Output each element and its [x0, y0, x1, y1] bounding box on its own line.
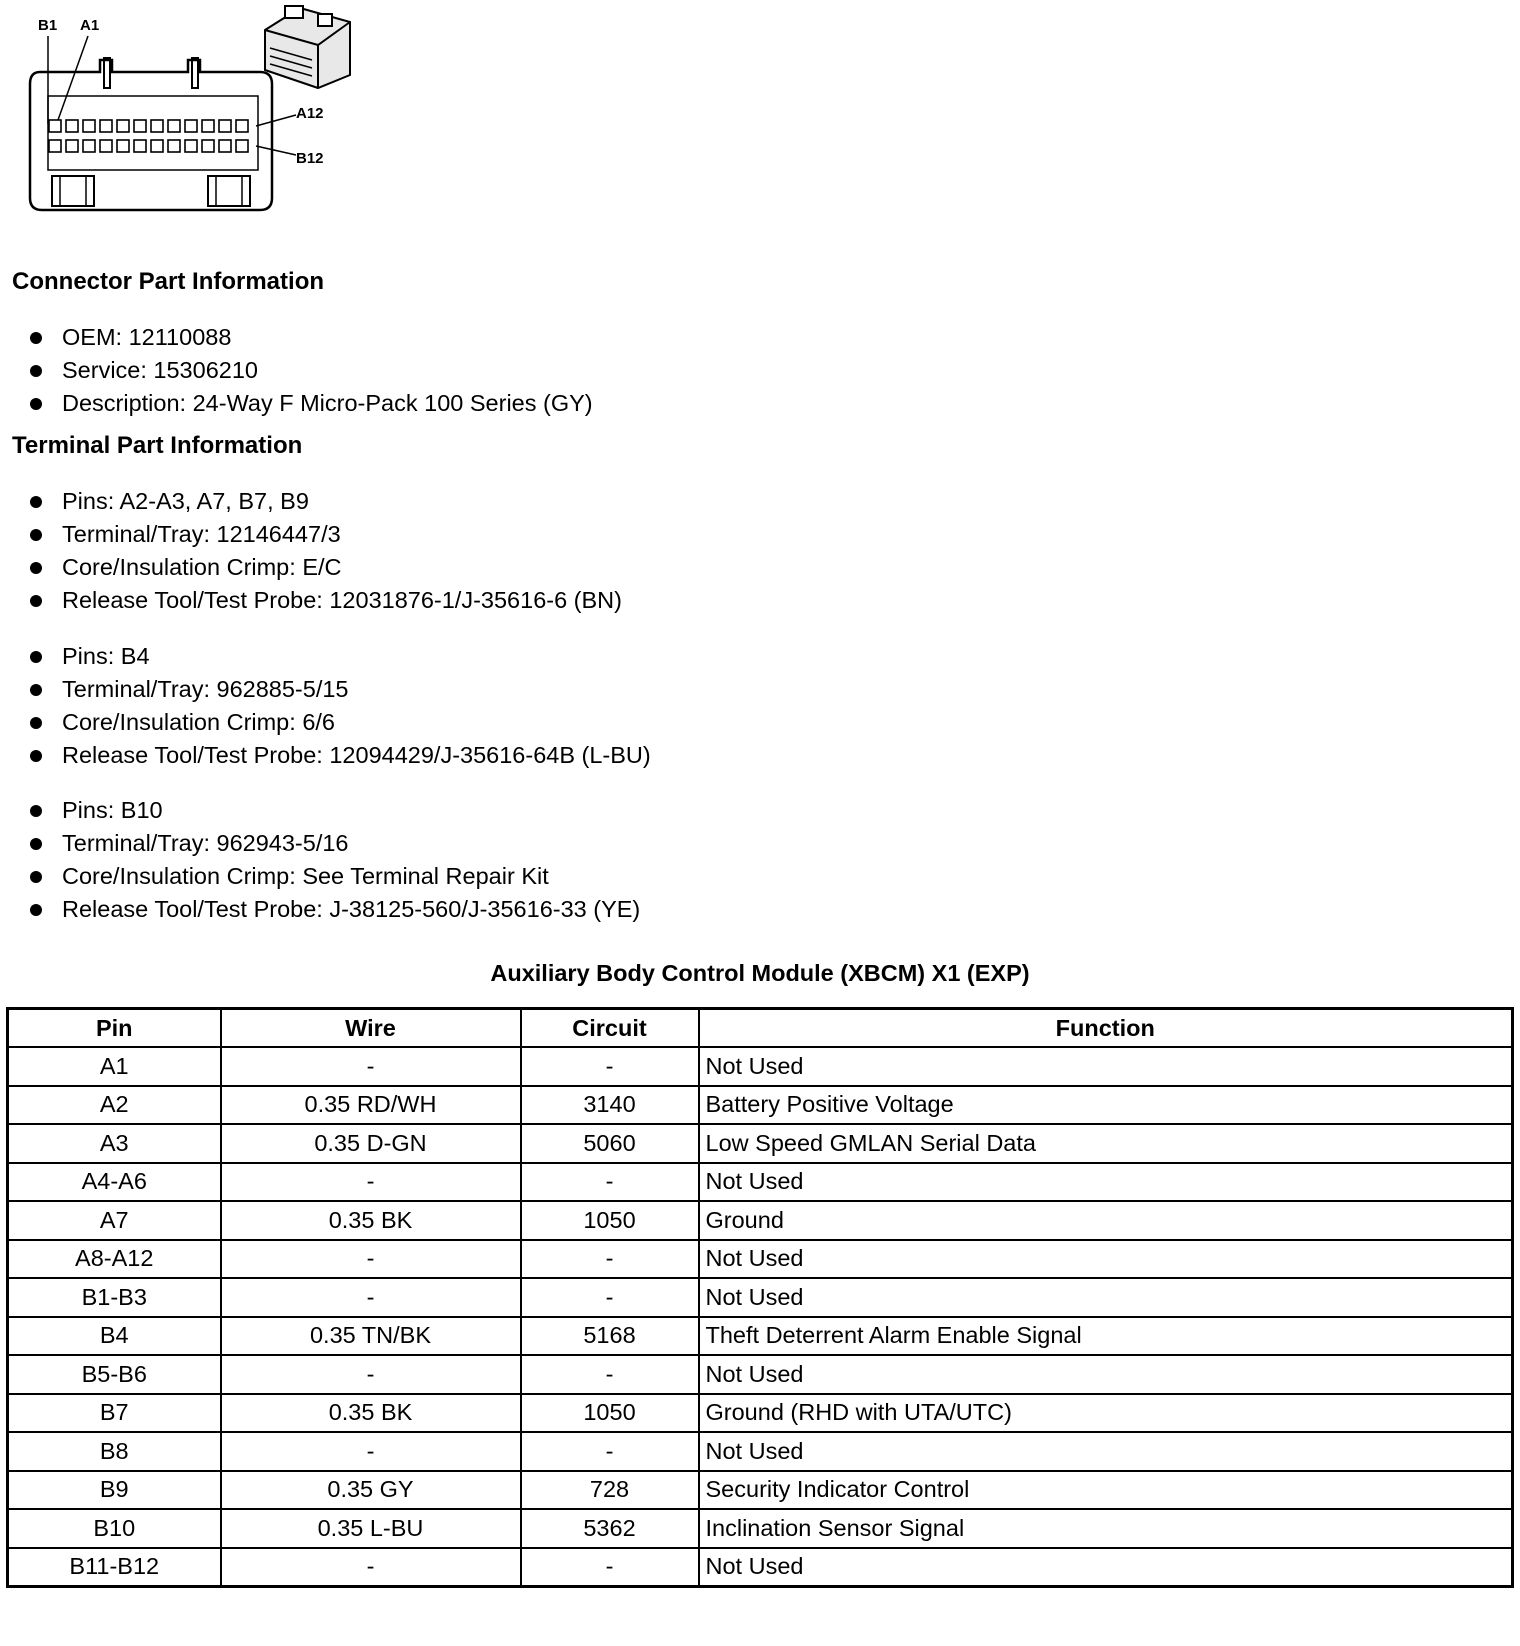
cell-wire: - [221, 1548, 521, 1587]
list-item [30, 354, 593, 387]
table-row [8, 1548, 1513, 1587]
cell-wire: 0.35 GY [221, 1471, 521, 1510]
cell-pin: B5-B6 [8, 1355, 221, 1394]
list-item [30, 739, 651, 772]
bullet-icon [30, 365, 42, 377]
bullet-icon [30, 651, 42, 663]
bullet-icon [30, 904, 42, 916]
label-a12: A12 [296, 105, 324, 122]
list-item-text: Pins: A2-A3, A7, B7, B9 [62, 488, 309, 514]
cell-circuit: - [521, 1047, 699, 1086]
table-body [8, 1047, 1513, 1586]
table-row [8, 1317, 1513, 1356]
pin-cavity [66, 120, 78, 132]
pin-cavity [151, 140, 163, 152]
cell-function: Not Used [699, 1355, 1513, 1394]
table-row [8, 1124, 1513, 1163]
bullet-icon [30, 332, 42, 344]
label-a1: A1 [80, 17, 100, 34]
list-item [30, 321, 593, 354]
cell-circuit: 3140 [521, 1086, 699, 1125]
pin-cavity [83, 120, 95, 132]
pin-cavity [202, 120, 214, 132]
table-row [8, 1201, 1513, 1240]
bullet-icon [30, 805, 42, 817]
cell-wire: - [221, 1047, 521, 1086]
cell-circuit: 728 [521, 1471, 699, 1510]
list-item [30, 860, 640, 893]
cell-wire: - [221, 1163, 521, 1202]
cell-wire: 0.35 TN/BK [221, 1317, 521, 1356]
cell-pin: A1 [8, 1047, 221, 1086]
list-item [30, 640, 651, 673]
list-item-text: Core/Insulation Crimp: See Terminal Repair Kit [62, 863, 549, 889]
pin-cavity [219, 120, 231, 132]
list-item-text: Release Tool/Test Probe: J-38125-560/J-35616-33 (YE) [62, 896, 641, 922]
list-item-text: Core/Insulation Crimp: E/C [62, 554, 342, 580]
cell-function: Inclination Sensor Signal [699, 1509, 1513, 1548]
label-b1: B1 [38, 17, 58, 34]
cell-function: Not Used [699, 1548, 1513, 1587]
pin-cavity [66, 140, 78, 152]
terminal-group-1 [30, 485, 622, 617]
cell-pin: B10 [8, 1509, 221, 1548]
cell-wire: 0.35 BK [221, 1394, 521, 1433]
list-item [30, 518, 622, 551]
bullet-icon [30, 684, 42, 696]
pin-cavity [185, 140, 197, 152]
connector-diagram [0, 0, 400, 230]
table-row [8, 1240, 1513, 1279]
pin-cavity [219, 140, 231, 152]
list-item-text: Release Tool/Test Probe: 12031876-1/J-35616-6 (BN) [62, 587, 622, 613]
table-header-row [8, 1009, 1513, 1048]
pin-cavity [100, 120, 112, 132]
list-item-text: Description: 24-Way F Micro-Pack 100 Series (GY) [62, 390, 593, 416]
table-row [8, 1278, 1513, 1317]
connector-part-list [30, 321, 593, 420]
cell-wire: - [221, 1355, 521, 1394]
pin-cavity [117, 120, 129, 132]
list-item [30, 584, 622, 617]
table-row [8, 1471, 1513, 1510]
cell-pin: A4-A6 [8, 1163, 221, 1202]
cell-circuit: - [521, 1163, 699, 1202]
cell-function: Not Used [699, 1047, 1513, 1086]
pin-cavity [134, 120, 146, 132]
table-row [8, 1086, 1513, 1125]
cell-circuit: 5362 [521, 1509, 699, 1548]
label-b12: B12 [296, 150, 324, 167]
connector-3d-view [265, 6, 350, 88]
pin-cavity [236, 120, 248, 132]
pin-cavity [236, 140, 248, 152]
list-item [30, 485, 622, 518]
list-item [30, 551, 622, 584]
cell-wire: 0.35 RD/WH [221, 1086, 521, 1125]
cell-pin: B8 [8, 1432, 221, 1471]
list-item [30, 387, 593, 420]
terminal-part-heading: Terminal Part Information [12, 432, 303, 459]
cell-function: Not Used [699, 1163, 1513, 1202]
pin-cavity [49, 140, 61, 152]
cell-wire: 0.35 D-GN [221, 1124, 521, 1163]
list-item [30, 673, 651, 706]
table-title: Auxiliary Body Control Module (XBCM) X1 (EXP) [490, 960, 1030, 986]
table-row [8, 1047, 1513, 1086]
column-header-function: Function [699, 1009, 1513, 1048]
terminal-group-2 [30, 640, 651, 772]
pin-cavity [168, 120, 180, 132]
cell-function: Low Speed GMLAN Serial Data [699, 1124, 1513, 1163]
cell-function: Not Used [699, 1240, 1513, 1279]
cell-circuit: - [521, 1278, 699, 1317]
list-item-text: Pins: B4 [62, 643, 150, 669]
list-item [30, 794, 640, 827]
cell-pin: A2 [8, 1086, 221, 1125]
pin-cavity [202, 140, 214, 152]
cell-circuit: 1050 [521, 1394, 699, 1433]
terminal-group-3 [30, 794, 640, 926]
cell-circuit: 5168 [521, 1317, 699, 1356]
bullet-icon [30, 496, 42, 508]
list-item [30, 827, 640, 860]
column-header-pin: Pin [8, 1009, 221, 1048]
bullet-icon [30, 529, 42, 541]
bullet-icon [30, 595, 42, 607]
table-row [8, 1394, 1513, 1433]
cell-pin: A8-A12 [8, 1240, 221, 1279]
pin-cavity [168, 140, 180, 152]
cell-wire: - [221, 1432, 521, 1471]
cell-circuit: - [521, 1548, 699, 1587]
bullet-icon [30, 750, 42, 762]
pin-cavity [134, 140, 146, 152]
pin-cavity [117, 140, 129, 152]
pin-cavity [83, 140, 95, 152]
cell-function: Security Indicator Control [699, 1471, 1513, 1510]
list-item-text: Core/Insulation Crimp: 6/6 [62, 709, 335, 735]
bullet-icon [30, 398, 42, 410]
list-item-text: Terminal/Tray: 962943-5/16 [62, 830, 349, 856]
pin-cavity-grid [49, 120, 248, 152]
cell-wire: 0.35 BK [221, 1201, 521, 1240]
pin-cavity [49, 120, 61, 132]
list-item-text: Terminal/Tray: 962885-5/15 [62, 676, 349, 702]
list-item-text: OEM: 12110088 [62, 324, 232, 350]
pin-cavity [100, 140, 112, 152]
list-item-text: Pins: B10 [62, 797, 163, 823]
connector-part-heading: Connector Part Information [12, 268, 325, 295]
cell-circuit: - [521, 1240, 699, 1279]
bullet-icon [30, 838, 42, 850]
cell-pin: B4 [8, 1317, 221, 1356]
column-header-wire: Wire [221, 1009, 521, 1048]
cell-function: Not Used [699, 1432, 1513, 1471]
column-header-circuit: Circuit [521, 1009, 699, 1048]
cell-circuit: - [521, 1355, 699, 1394]
list-item-text: Service: 15306210 [62, 357, 258, 383]
cell-pin: A7 [8, 1201, 221, 1240]
cell-pin: B1-B3 [8, 1278, 221, 1317]
cell-pin: B9 [8, 1471, 221, 1510]
list-item-text: Release Tool/Test Probe: 12094429/J-35616-64B (L-BU) [62, 742, 651, 768]
list-item-text: Terminal/Tray: 12146447/3 [62, 521, 341, 547]
table-row [8, 1355, 1513, 1394]
cell-wire: - [221, 1240, 521, 1279]
cell-wire: 0.35 L-BU [221, 1509, 521, 1548]
connector-face [30, 58, 272, 210]
cell-function: Ground [699, 1201, 1513, 1240]
pin-cavity [151, 120, 163, 132]
cell-circuit: 5060 [521, 1124, 699, 1163]
bullet-icon [30, 871, 42, 883]
cell-pin: B11-B12 [8, 1548, 221, 1587]
table-row [8, 1432, 1513, 1471]
list-item [30, 706, 651, 739]
cell-circuit: - [521, 1432, 699, 1471]
pin-cavity [185, 120, 197, 132]
cell-function: Not Used [699, 1278, 1513, 1317]
table-row [8, 1509, 1513, 1548]
cell-pin: A3 [8, 1124, 221, 1163]
cell-pin: B7 [8, 1394, 221, 1433]
cell-function: Battery Positive Voltage [699, 1086, 1513, 1125]
bullet-icon [30, 562, 42, 574]
cell-function: Theft Deterrent Alarm Enable Signal [699, 1317, 1513, 1356]
cell-circuit: 1050 [521, 1201, 699, 1240]
bullet-icon [30, 717, 42, 729]
cell-function: Ground (RHD with UTA/UTC) [699, 1394, 1513, 1433]
cell-wire: - [221, 1278, 521, 1317]
list-item [30, 893, 640, 926]
table-row [8, 1163, 1513, 1202]
pinout-table [6, 1007, 1514, 1588]
